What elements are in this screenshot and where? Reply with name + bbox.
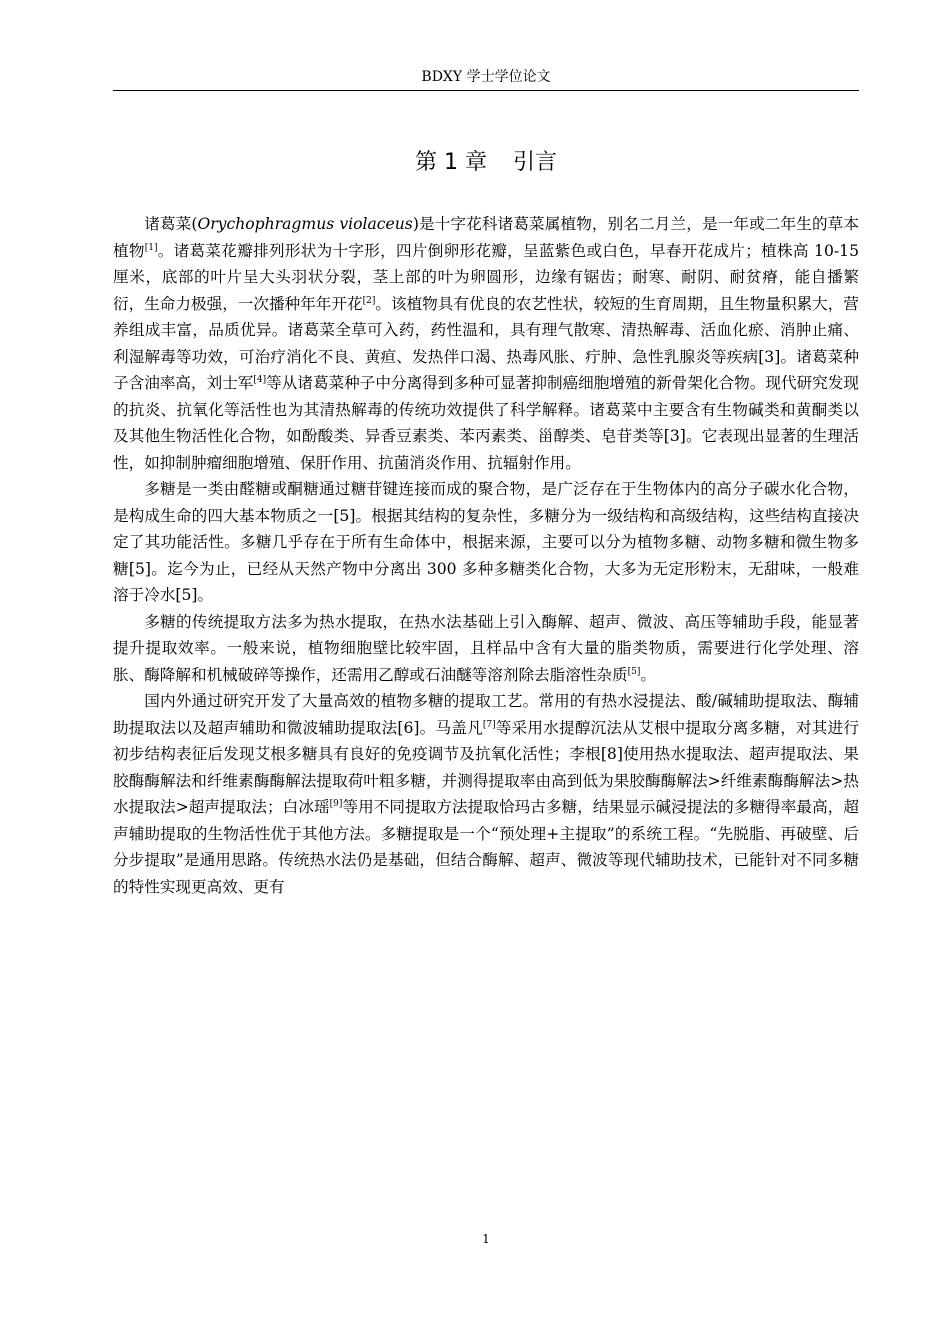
citation: [5] [627,666,641,677]
chapter-name: 引言 [512,150,557,175]
running-header: BDXY 学士学位论文 [421,69,551,85]
latin-name: Orychophragmus violaceus [197,215,413,233]
page-number: 1 [482,1232,490,1246]
citation: [4] [253,374,267,385]
body-text [113,211,859,900]
citation: [7] [482,719,496,730]
paragraph: 多糖的传统提取方法多为热水提取，在热水法基础上引入酶解、超声、微波、高压等辅助手段，能显著提升提取效率。一般来说，植物细胞壁比较牢固，且样品中含有大量的脂类物质，需要进行化学处理、溶胀、酶降解和机械破碎等操作，还需用乙醇或石油醚等溶剂除去脂溶性杂质[5]。 [113,612,859,684]
citation: [2] [362,295,376,306]
citation: [9] [329,798,343,809]
paragraph: 诸葛菜(Orychophragmus violaceus)是十字花科诸葛菜属植物，别名二月兰，是一年或二年生的草本植物[1]。诸葛菜花瓣排列形状为十字形，四片倒卵形花瓣，呈蓝紫色或白色，早春开花成片；植株高 10-15 厘米，底部的叶片呈大头羽状分裂，茎上部的叶为卵圆形，边缘有锯齿；耐寒、耐阴、耐贫瘠，能自播繁衍，生命力极强，一次播种年年开花[2]。该植物具有优良的农艺性状，较短的生育周期，且生物量积累大，营养组成丰富，品质优异。诸葛菜全草可入药，药性温和，具有理气散寒、清热解毒、活血化瘀、消肿止痛、利湿解毒等功效，可治疗消化不良、黄疸、发热伴口渴、热毒风胀、疔肿、急性乳腺炎等疾病[3]。诸葛菜种子含油率高，刘士军[4]等从诸葛菜种子中分离得到多种可显著抑制癌细胞增殖的新骨架化合物。现代研究发现的抗炎、抗氧化等活性也为其清热解毒的传统功效提供了科学解释。诸葛菜中主要含有生物碱类和黄酮类以及其他生物活性化合物，如酚酸类、异香豆素类、苯丙素类、甾醇类、皂苷类等[3]。它表现出显著的生理活性，如抑制肿瘤细胞增殖、保肝作用、抗菌消炎作用、抗辐射作用。 [113,215,859,472]
paragraph: 多糖是一类由醛糖或酮糖通过糖苷键连接而成的聚合物，是广泛存在于生物体内的高分子碳水化合物，是构成生命的四大基本物质之一[5]。根据其结构的复杂性，多糖分为一级结构和高级结构，这些结构直接决定了其功能活性。多糖几乎存在于所有生命体中，根据来源，主要可以分为植物多糖、动物多糖和微生物多糖[5]。迄今为止，已经从天然产物中分离出 300 多种多糖类化合物，大多为无定形粉末，无甜味，一般难溶于冷水[5]。 [113,480,859,604]
header-rule [113,90,859,91]
chapter-title [113,146,859,180]
chapter-number: 第 1 章 [415,150,487,175]
paragraph: 国内外通过研究开发了大量高效的植物多糖的提取工艺。常用的有热水浸提法、酸/碱辅助提取法、酶辅助提取法以及超声辅助和微波辅助提取法[6]。马盖凡[7]等采用水提醇沉法从艾根中提取分离多糖，对其进行初步结构表征后发现艾根多糖具有良好的免疫调节及抗氧化活性；李根[8]使用热水提取法、超声提取法、果胶酶酶解法和纤维素酶酶解法提取荷叶粗多糖，并测得提取率由高到低为果胶酶酶解法>纤维素酶酶解法>热水提取法>超声提取法；白冰瑶[9]等用不同提取方法提取恰玛古多糖，结果显示碱浸提法的多糖得率最高，超声辅助提取的生物活性优于其他方法。多糖提取是一个“预处理+主提取”的系统工程。“先脱脂、再破壁、后分步提取”是通用思路。传统热水法仍是基础，但结合酶解、超声、微波等现代辅助技术，已能针对不同多糖的特性实现更高效、更有 [113,692,859,896]
citation: [1] [144,242,158,253]
